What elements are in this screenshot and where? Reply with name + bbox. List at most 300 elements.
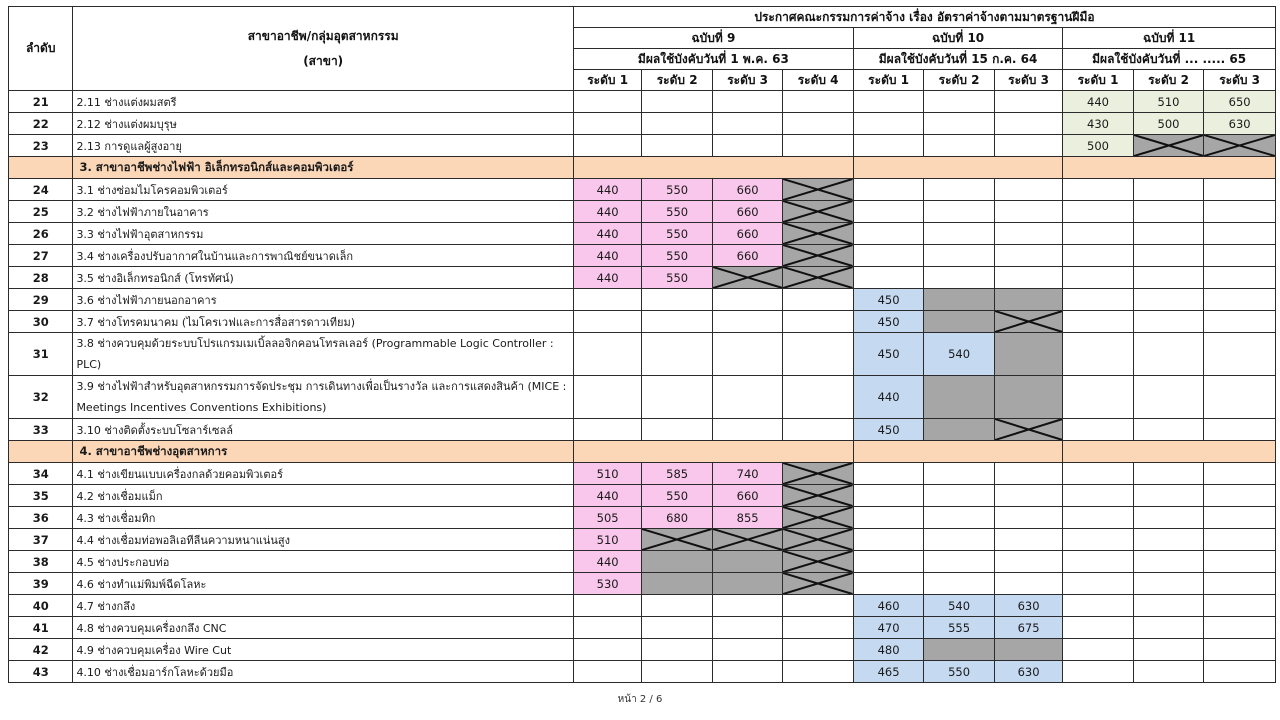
empty-cell	[783, 113, 853, 135]
empty-cell	[1204, 201, 1276, 223]
row-number: 28	[9, 267, 73, 289]
empty-cell	[924, 267, 994, 289]
not-applicable-cell	[994, 419, 1062, 441]
table-row	[9, 113, 1276, 135]
level-header: ระดับ 1	[1063, 70, 1133, 91]
empty-cell	[1204, 661, 1276, 683]
unavailable-cell	[924, 311, 994, 333]
row-number: 42	[9, 639, 73, 661]
table-row	[9, 91, 1276, 113]
level-header: ระดับ 1	[573, 70, 641, 91]
empty-cell	[853, 573, 923, 595]
empty-cell	[853, 507, 923, 529]
wage-value: 505	[573, 507, 641, 529]
empty-cell	[1063, 639, 1133, 661]
unavailable-cell	[994, 376, 1062, 419]
row-number: 40	[9, 595, 73, 617]
empty-cell	[573, 289, 641, 311]
empty-cell	[1133, 639, 1203, 661]
table-row	[9, 179, 1276, 201]
row-number: 43	[9, 661, 73, 683]
wage-value: 550	[642, 245, 712, 267]
empty-cell	[1204, 617, 1276, 639]
empty-cell	[994, 507, 1062, 529]
page-number: หน้า 2 / 6	[617, 694, 663, 705]
occupation-label: สาขาอาชีพ/กลุ่มอุตสาหกรรม	[247, 28, 399, 43]
empty-cell	[1133, 463, 1203, 485]
wage-value: 555	[924, 617, 994, 639]
empty-cell	[1063, 419, 1133, 441]
empty-cell	[1063, 551, 1133, 573]
table-row	[9, 485, 1276, 507]
empty-cell	[853, 113, 923, 135]
empty-cell	[1204, 419, 1276, 441]
empty-cell	[642, 135, 712, 157]
empty-cell	[1133, 595, 1203, 617]
empty-cell	[1063, 463, 1133, 485]
empty-cell	[573, 595, 641, 617]
wage-value: 540	[924, 595, 994, 617]
empty-cell	[712, 91, 782, 113]
not-applicable-cross-icon	[995, 419, 1062, 440]
empty-cell	[783, 333, 853, 376]
occupation-name: 4.8 ช่างควบคุมเครื่องกลึง CNC	[73, 617, 573, 639]
level-header: ระดับ 2	[924, 70, 994, 91]
table-row	[9, 245, 1276, 267]
wage-value: 660	[712, 245, 782, 267]
not-applicable-cross-icon	[642, 529, 711, 550]
occupation-name: 2.12 ช่างแต่งผมบุรุษ	[73, 113, 573, 135]
empty-cell	[573, 333, 641, 376]
empty-cell	[783, 595, 853, 617]
empty-cell	[994, 529, 1062, 551]
row-number: 41	[9, 617, 73, 639]
empty-cell	[1063, 485, 1133, 507]
wage-value: 740	[712, 463, 782, 485]
occupation-name: 4.3 ช่างเชื่อมทิก	[73, 507, 573, 529]
not-applicable-cell	[783, 529, 853, 551]
level-header: ระดับ 3	[1204, 70, 1276, 91]
occupation-name: 4.7 ช่างกลึง	[73, 595, 573, 617]
wage-value: 440	[1063, 91, 1133, 113]
unavailable-cell	[924, 639, 994, 661]
table-row	[9, 463, 1276, 485]
wage-value: 440	[853, 376, 923, 419]
empty-cell	[1204, 507, 1276, 529]
occupation-name: 4.9 ช่างควบคุมเครื่อง Wire Cut	[73, 639, 573, 661]
empty-cell	[1063, 573, 1133, 595]
empty-cell	[853, 223, 923, 245]
level-header: ระดับ 2	[642, 70, 712, 91]
empty-cell	[642, 289, 712, 311]
not-applicable-cross-icon	[783, 267, 852, 288]
wage-value: 660	[712, 485, 782, 507]
wage-value: 440	[573, 267, 641, 289]
empty-cell	[994, 201, 1062, 223]
wage-value: 450	[853, 333, 923, 376]
empty-cell	[642, 595, 712, 617]
wage-value: 630	[994, 595, 1062, 617]
empty-cell	[1204, 179, 1276, 201]
wage-value: 510	[1133, 91, 1203, 113]
empty-cell	[1063, 529, 1133, 551]
empty-cell	[712, 639, 782, 661]
unavailable-cell	[712, 551, 782, 573]
empty-cell	[783, 639, 853, 661]
empty-cell	[853, 91, 923, 113]
unavailable-cell	[994, 289, 1062, 311]
occupation-name: 4.10 ช่างเชื่อมอาร์กโลหะด้วยมือ	[73, 661, 573, 683]
occupation-name: 3.2 ช่างไฟฟ้าภายในอาคาร	[73, 201, 573, 223]
not-applicable-cell	[783, 463, 853, 485]
not-applicable-cell	[783, 201, 853, 223]
empty-cell	[1133, 376, 1203, 419]
empty-cell	[1204, 289, 1276, 311]
not-applicable-cell	[1204, 135, 1276, 157]
section-fill-cell	[1063, 157, 1276, 179]
section-fill-cell	[1063, 441, 1276, 463]
level-header: ระดับ 4	[783, 70, 853, 91]
empty-cell	[1063, 245, 1133, 267]
section-row	[9, 441, 1276, 463]
empty-cell	[712, 333, 782, 376]
section-fill-cell	[853, 157, 1062, 179]
empty-cell	[1063, 223, 1133, 245]
empty-cell	[783, 289, 853, 311]
wage-value: 440	[573, 223, 641, 245]
not-applicable-cross-icon	[713, 267, 782, 288]
empty-cell	[853, 179, 923, 201]
empty-cell	[994, 485, 1062, 507]
not-applicable-cross-icon	[783, 245, 852, 266]
occupation-name: 3.4 ช่างเครื่องปรับอากาศในบ้านและการพาณิชย์ขนาดเล็ก	[73, 245, 573, 267]
occupation-name: 3.10 ช่างติดตั้งระบบโซลาร์เซลล์	[73, 419, 573, 441]
occupation-name: 3.1 ช่างซ่อมไมโครคอมพิวเตอร์	[73, 179, 573, 201]
empty-cell	[712, 617, 782, 639]
empty-cell	[573, 113, 641, 135]
wage-value: 440	[573, 551, 641, 573]
wage-value: 510	[573, 463, 641, 485]
empty-cell	[1133, 661, 1203, 683]
table-row	[9, 333, 1276, 376]
not-applicable-cell	[994, 311, 1062, 333]
row-number: 24	[9, 179, 73, 201]
wage-value: 550	[642, 223, 712, 245]
section-fill-cell	[573, 157, 853, 179]
empty-cell	[1133, 529, 1203, 551]
not-applicable-cell	[712, 267, 782, 289]
table-row	[9, 507, 1276, 529]
empty-cell	[924, 201, 994, 223]
empty-cell	[1204, 551, 1276, 573]
empty-cell	[924, 485, 994, 507]
wage-value: 430	[1063, 113, 1133, 135]
wage-value: 530	[573, 573, 641, 595]
empty-cell	[712, 135, 782, 157]
unavailable-cell	[712, 573, 782, 595]
empty-cell	[1204, 463, 1276, 485]
wage-value: 465	[853, 661, 923, 683]
not-applicable-cell	[783, 179, 853, 201]
empty-cell	[994, 267, 1062, 289]
empty-cell	[1063, 617, 1133, 639]
unavailable-cell	[924, 376, 994, 419]
empty-cell	[1063, 179, 1133, 201]
not-applicable-cross-icon	[783, 573, 852, 594]
row-number: 29	[9, 289, 73, 311]
section-row	[9, 157, 1276, 179]
empty-cell	[642, 311, 712, 333]
occupation-name: 4.5 ช่างประกอบท่อ	[73, 551, 573, 573]
table-row	[9, 135, 1276, 157]
empty-cell	[642, 419, 712, 441]
not-applicable-cell	[783, 267, 853, 289]
not-applicable-cell	[783, 551, 853, 573]
empty-cell	[783, 311, 853, 333]
row-number: 32	[9, 376, 73, 419]
not-applicable-cross-icon	[783, 223, 852, 244]
empty-cell	[1204, 639, 1276, 661]
not-applicable-cell	[783, 507, 853, 529]
empty-cell	[1063, 507, 1133, 529]
row-number: 34	[9, 463, 73, 485]
not-applicable-cross-icon	[783, 201, 852, 222]
empty-cell	[573, 135, 641, 157]
empty-cell	[924, 113, 994, 135]
wage-value: 630	[994, 661, 1062, 683]
wage-value: 440	[573, 179, 641, 201]
empty-cell	[994, 113, 1062, 135]
empty-cell	[642, 113, 712, 135]
empty-cell	[924, 463, 994, 485]
empty-cell	[994, 551, 1062, 573]
empty-cell	[573, 419, 641, 441]
empty-cell	[1133, 573, 1203, 595]
section-fill-cell	[853, 441, 1062, 463]
section-title: 4. สาขาอาชีพช่างอุตสาหการ	[73, 441, 573, 463]
empty-cell	[712, 311, 782, 333]
not-applicable-cross-icon	[1134, 135, 1203, 156]
row-number: 38	[9, 551, 73, 573]
occupation-name: 4.4 ช่างเชื่อมท่อพอลิเอทีลีนความหนาแน่นสูง	[73, 529, 573, 551]
empty-cell	[1133, 223, 1203, 245]
table-row	[9, 289, 1276, 311]
wage-value: 680	[642, 507, 712, 529]
occupation-name: 3.9 ช่างไฟฟ้าสำหรับอุตสาหกรรมการจัดประชุม การเดินทางเพื่อเป็นรางวัล และการแสดงสินค้า (MICE : Meetings Incentives Conventions Exhibitions)	[73, 376, 573, 419]
empty-cell	[783, 419, 853, 441]
not-applicable-cross-icon	[783, 507, 852, 528]
wage-value: 450	[853, 289, 923, 311]
row-number: 25	[9, 201, 73, 223]
empty-cell	[642, 617, 712, 639]
not-applicable-cross-icon	[783, 551, 852, 572]
empty-cell	[924, 179, 994, 201]
occupation-name: 3.8 ช่างควบคุมด้วยระบบโปรแกรมเมเบิ้ลลอจิกคอนโทรลเลอร์ (Programmable Logic Controller : PLC)	[73, 333, 573, 376]
section-index-cell	[9, 441, 73, 463]
empty-cell	[853, 201, 923, 223]
wage-value: 450	[853, 419, 923, 441]
table-row	[9, 639, 1276, 661]
index-column-header: ลำดับ	[9, 7, 73, 91]
occupation-name: 2.13 การดูแลผู้สูงอายุ	[73, 135, 573, 157]
empty-cell	[1204, 573, 1276, 595]
section-fill-cell	[573, 441, 853, 463]
not-applicable-cross-icon	[995, 311, 1062, 332]
occupation-name: 3.6 ช่างไฟฟ้าภายนอกอาคาร	[73, 289, 573, 311]
occupation-name: 4.1 ช่างเขียนแบบเครื่องกลด้วยคอมพิวเตอร์	[73, 463, 573, 485]
wage-value: 675	[994, 617, 1062, 639]
empty-cell	[642, 661, 712, 683]
table-row	[9, 595, 1276, 617]
occupation-name: 3.7 ช่างโทรคมนาคม (ไมโครเวฟและการสื่อสารดาวเทียม)	[73, 311, 573, 333]
empty-cell	[1063, 311, 1133, 333]
empty-cell	[1204, 311, 1276, 333]
empty-cell	[994, 91, 1062, 113]
wage-value: 855	[712, 507, 782, 529]
not-applicable-cell	[783, 573, 853, 595]
empty-cell	[573, 376, 641, 419]
empty-cell	[1133, 289, 1203, 311]
row-number: 33	[9, 419, 73, 441]
empty-cell	[1133, 617, 1203, 639]
empty-cell	[924, 507, 994, 529]
wage-value: 660	[712, 201, 782, 223]
wage-value: 660	[712, 223, 782, 245]
wage-value: 550	[642, 267, 712, 289]
empty-cell	[853, 551, 923, 573]
table-row	[9, 617, 1276, 639]
row-number: 39	[9, 573, 73, 595]
empty-cell	[712, 289, 782, 311]
occupation-name: 2.11 ช่างแต่งผมสตรี	[73, 91, 573, 113]
row-number: 22	[9, 113, 73, 135]
empty-cell	[924, 245, 994, 267]
empty-cell	[573, 661, 641, 683]
empty-cell	[1204, 333, 1276, 376]
table-row	[9, 376, 1276, 419]
section-title: 3. สาขาอาชีพช่างไฟฟ้า อิเล็กทรอนิกส์และคอมพิวเตอร์	[73, 157, 573, 179]
empty-cell	[924, 135, 994, 157]
empty-cell	[573, 617, 641, 639]
empty-cell	[1063, 595, 1133, 617]
unavailable-cell	[642, 573, 712, 595]
empty-cell	[994, 463, 1062, 485]
wage-value: 550	[642, 179, 712, 201]
row-number: 26	[9, 223, 73, 245]
unavailable-cell	[924, 419, 994, 441]
wage-value: 660	[712, 179, 782, 201]
table-row	[9, 551, 1276, 573]
not-applicable-cell	[712, 529, 782, 551]
empty-cell	[1133, 507, 1203, 529]
empty-cell	[994, 135, 1062, 157]
empty-cell	[1133, 245, 1203, 267]
table-row	[9, 419, 1276, 441]
table-row	[9, 267, 1276, 289]
occupation-name: 4.2 ช่างเชื่อมแม็ก	[73, 485, 573, 507]
empty-cell	[783, 661, 853, 683]
empty-cell	[924, 573, 994, 595]
not-applicable-cell	[642, 529, 712, 551]
empty-cell	[573, 311, 641, 333]
not-applicable-cross-icon	[783, 529, 852, 550]
empty-cell	[712, 419, 782, 441]
empty-cell	[853, 267, 923, 289]
empty-cell	[1204, 529, 1276, 551]
empty-cell	[1204, 595, 1276, 617]
empty-cell	[1133, 485, 1203, 507]
unavailable-cell	[642, 551, 712, 573]
empty-cell	[1204, 267, 1276, 289]
empty-cell	[1133, 419, 1203, 441]
empty-cell	[783, 617, 853, 639]
empty-cell	[573, 91, 641, 113]
empty-cell	[1133, 551, 1203, 573]
wage-value: 500	[1133, 113, 1203, 135]
empty-cell	[1063, 267, 1133, 289]
level-header: ระดับ 2	[1133, 70, 1203, 91]
unavailable-cell	[994, 333, 1062, 376]
table-row	[9, 573, 1276, 595]
row-number: 27	[9, 245, 73, 267]
edition-9-title: ฉบับที่ 9	[573, 28, 853, 49]
table-row	[9, 223, 1276, 245]
not-applicable-cross-icon	[1204, 135, 1275, 156]
empty-cell	[994, 245, 1062, 267]
empty-cell	[1204, 485, 1276, 507]
wage-value: 460	[853, 595, 923, 617]
empty-cell	[853, 135, 923, 157]
empty-cell	[1204, 376, 1276, 419]
wage-value: 470	[853, 617, 923, 639]
table-row	[9, 201, 1276, 223]
wage-value: 450	[853, 311, 923, 333]
wage-value: 585	[642, 463, 712, 485]
empty-cell	[642, 639, 712, 661]
empty-cell	[1204, 223, 1276, 245]
empty-cell	[642, 376, 712, 419]
row-number: 23	[9, 135, 73, 157]
occupation-name: 4.6 ช่างทำแม่พิมพ์ฉีดโลหะ	[73, 573, 573, 595]
occupation-name: 3.3 ช่างไฟฟ้าอุตสาหกรรม	[73, 223, 573, 245]
row-number: 30	[9, 311, 73, 333]
wage-rate-table	[8, 6, 1276, 683]
empty-cell	[1133, 311, 1203, 333]
empty-cell	[1204, 245, 1276, 267]
wage-value: 550	[924, 661, 994, 683]
not-applicable-cross-icon	[783, 485, 852, 506]
wage-value: 440	[573, 245, 641, 267]
empty-cell	[1063, 201, 1133, 223]
wage-value: 440	[573, 485, 641, 507]
empty-cell	[1063, 289, 1133, 311]
wage-value: 510	[573, 529, 641, 551]
wage-value: 650	[1204, 91, 1276, 113]
empty-cell	[642, 91, 712, 113]
empty-cell	[1133, 179, 1203, 201]
not-applicable-cell	[783, 485, 853, 507]
edition-9-effective-date: มีผลใช้บังคับวันที่ 1 พ.ค. 63	[573, 49, 853, 70]
empty-cell	[712, 113, 782, 135]
empty-cell	[1133, 201, 1203, 223]
announcement-title: ประกาศคณะกรรมการค่าจ้าง เรื่อง อัตราค่าจ้างตามมาตรฐานฝีมือ	[573, 7, 1275, 28]
not-applicable-cell	[783, 245, 853, 267]
occupation-sub-label: (สาขา)	[303, 53, 344, 68]
table-row	[9, 311, 1276, 333]
wage-value: 440	[573, 201, 641, 223]
unavailable-cell	[924, 289, 994, 311]
edition-10-title: ฉบับที่ 10	[853, 28, 1062, 49]
